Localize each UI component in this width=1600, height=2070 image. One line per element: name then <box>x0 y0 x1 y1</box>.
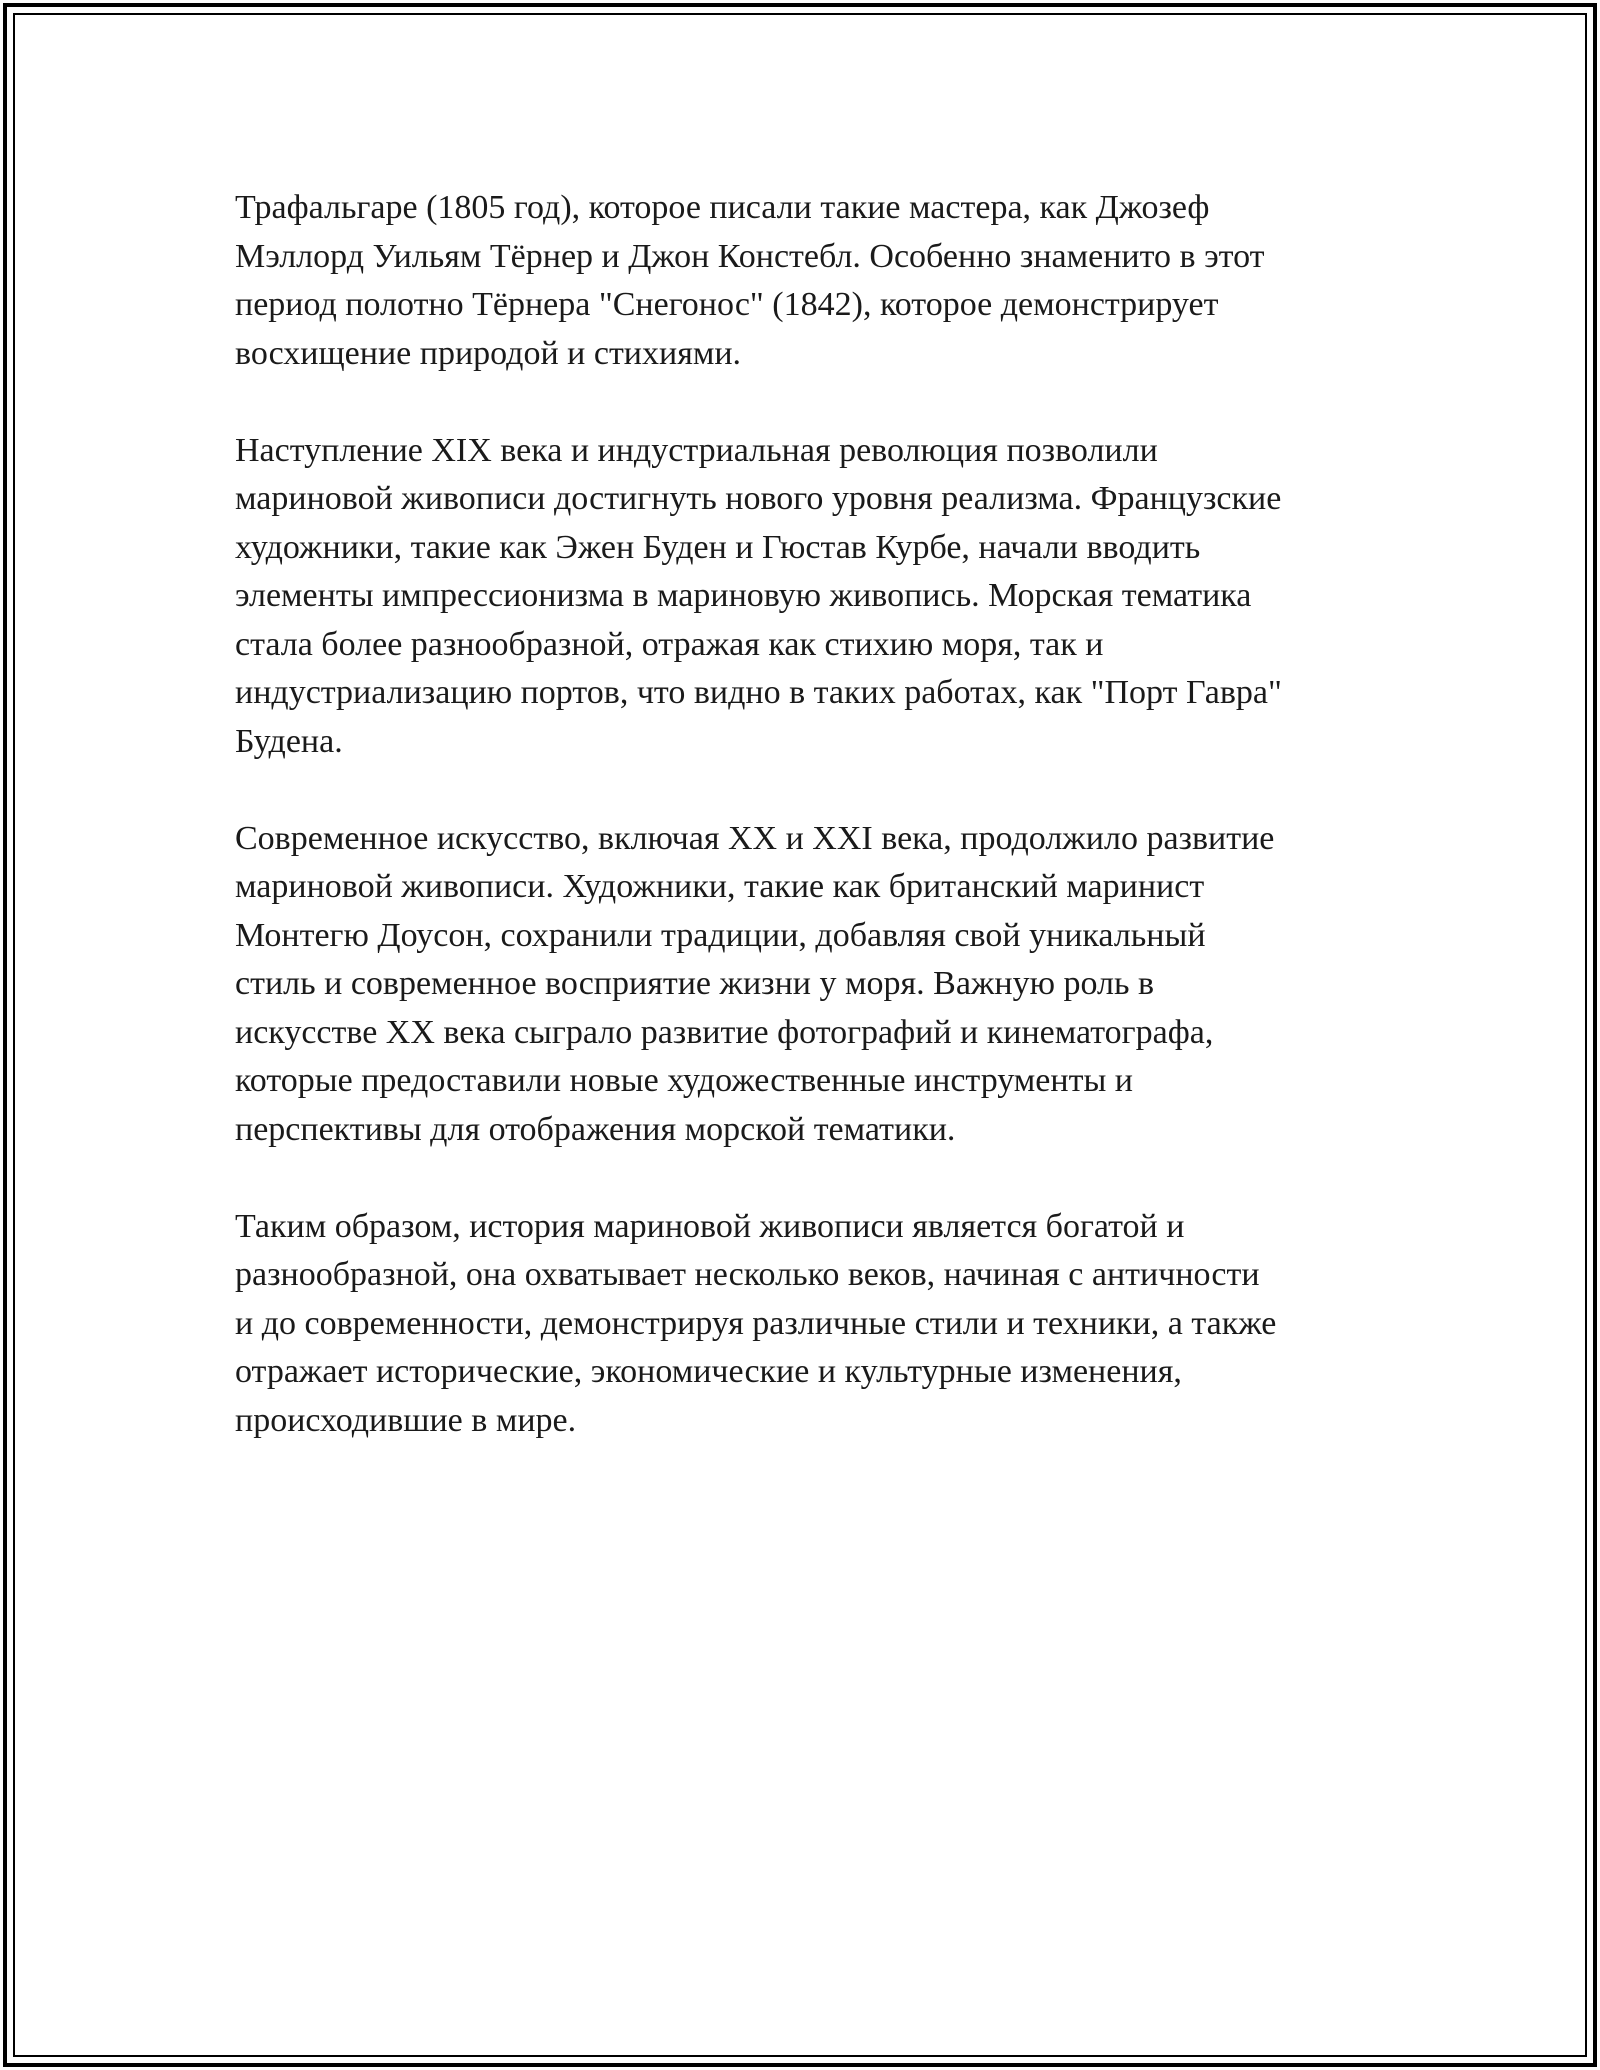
paragraph-conclusion: Таким образом, история мариновой живописи является богатой и разнообразной, она охватывает несколько веков, начиная с античности и до современности, демонстрируя различные стили и техники, а также отражает исторические, экономические и культурные изменения, происходившие в мире. <box>235 1207 1277 1439</box>
paragraph-modern-art: Современное искусство, включая XX и XXI века, продолжило развитие мариновой живописи. Художники, такие как британский маринист Монтегю Доусон, сохранили традиции, добавляя свой уникальный стиль и современное восприятие жизни у моря. Важную роль в искусстве XX века сыграло развитие фотографий и кинематографа, которые предоставили новые художественные инструменты и перспективы для отображения морской тематики. <box>235 819 1275 1148</box>
document-body <box>235 184 1375 1494</box>
paragraph-trafalgar: Трафальгаре (1805 год), которое писали такие мастера, как Джозеф Мэллорд Уильям Тёрнер и Джон Констебл. Особенно знаменито в этот период полотно Тёрнера "Снегонос" (1842), которое демонстрирует восхищение природой и стихиями. <box>235 189 1265 372</box>
paragraph-19th-century: Наступление XIX века и индустриальная революция позволили мариновой живописи достигнуть нового уровня реализма. Французские художники, такие как Эжен Буден и Гюстав Курбе, начали вводить элементы импрессионизма в мариновую живопись. Морская тематика стала более разнообразной, отражая как стихию моря, так и индустриализацию портов, что видно в таких работах, как "Порт Гавра" Будена. <box>235 431 1282 760</box>
